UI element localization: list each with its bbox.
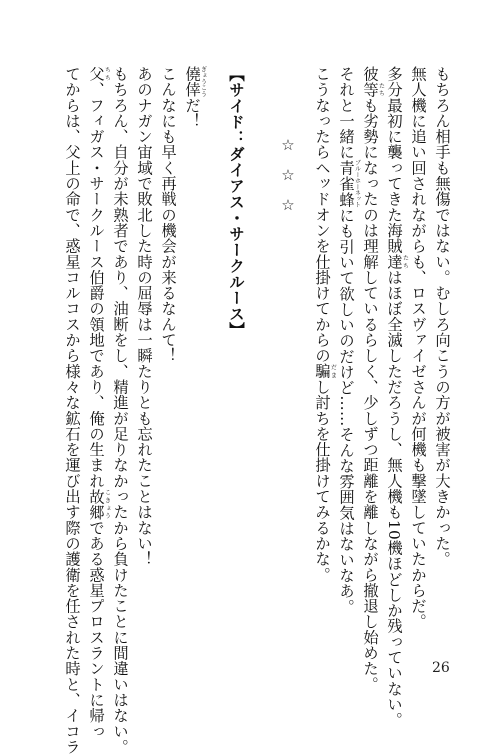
paragraph-5 — [334, 66, 360, 646]
paragraph-11-text-b: である惑星プロスラントに帰っ — [87, 519, 105, 739]
paragraph-3-text-a: 多分最初に襲ってきた海賊 — [385, 66, 403, 254]
paragraph-11-text-a: 、フィガス・サークルース伯爵の領地であり、俺の生まれ — [87, 81, 105, 489]
paragraph-3 — [382, 66, 409, 728]
paragraph-1: もちろん相手も無傷ではない。むしろ向こうの方が被害が大きかった。 — [433, 66, 451, 567]
ruby-chichi: 父ちち — [87, 66, 111, 82]
ruby-gyoukou: 僥倖ぎょうこう — [183, 66, 207, 98]
ruby-tachi: 達たち — [385, 253, 409, 270]
ruby-kokyou: 故郷こきょう — [87, 488, 111, 520]
ruby-karera: 等たち — [361, 81, 385, 98]
paragraph-6 — [310, 66, 336, 646]
paragraph-8: こんなにも早く再戦の機会が来るなんて！ — [159, 66, 177, 364]
paragraph-3-text-b: はほぼ全滅しただろうし、無人機も10機ほどしか残っていない。 — [385, 269, 403, 728]
section-break-stars: ☆☆☆ — [279, 136, 297, 226]
paragraph-9: あのナガン宙域で敗北した時の屈辱は一瞬たりとも忘れたことはない！ — [135, 66, 153, 567]
paragraph-10: もちろん、自分が未熟者であり、油断をし、精進が足りなかったから負けたことに間違いはない。 — [111, 66, 129, 755]
ruby-damashi: 騙だま — [313, 363, 337, 380]
ruby-blue-hornet: 青雀蜂ブルーホーネット — [337, 159, 361, 208]
paragraph-5-text-a: それと一緒に — [337, 66, 355, 160]
paragraph-11 — [84, 66, 111, 739]
paragraph-4-text-b: も劣勢になったのは理解しているらしく、少しずつ距離を離しながら撤退し始めた。 — [361, 97, 379, 693]
paragraph-7 — [180, 66, 206, 646]
paragraph-4-text-a: 彼 — [361, 66, 379, 82]
paragraph-6-text-b: し討ちを仕掛けてみるかな。 — [313, 379, 331, 583]
section-heading: 【サイド：ダイアス・サークルース】 — [227, 66, 245, 338]
paragraph-12: てからは、父上の命で、惑星コルコスから様々な鉱石を運び出す際の護衛を任された時と、イコラ — [63, 66, 81, 755]
paragraph-4 — [358, 66, 385, 693]
paragraph-5-text-b: にも引いて欲しいのだけど……そんな雰囲気はないなあ。 — [337, 207, 355, 615]
paragraph-7-text: だ！ — [183, 97, 201, 129]
paragraph-6-text-a: こうなったらヘッドオンを仕掛けてからの — [313, 66, 331, 364]
page-number: 26 — [432, 660, 450, 676]
paragraph-2: 無人機に追い回されながらも、ロスヴァイゼさんが何機も撃墜していたからだ。 — [409, 66, 427, 630]
